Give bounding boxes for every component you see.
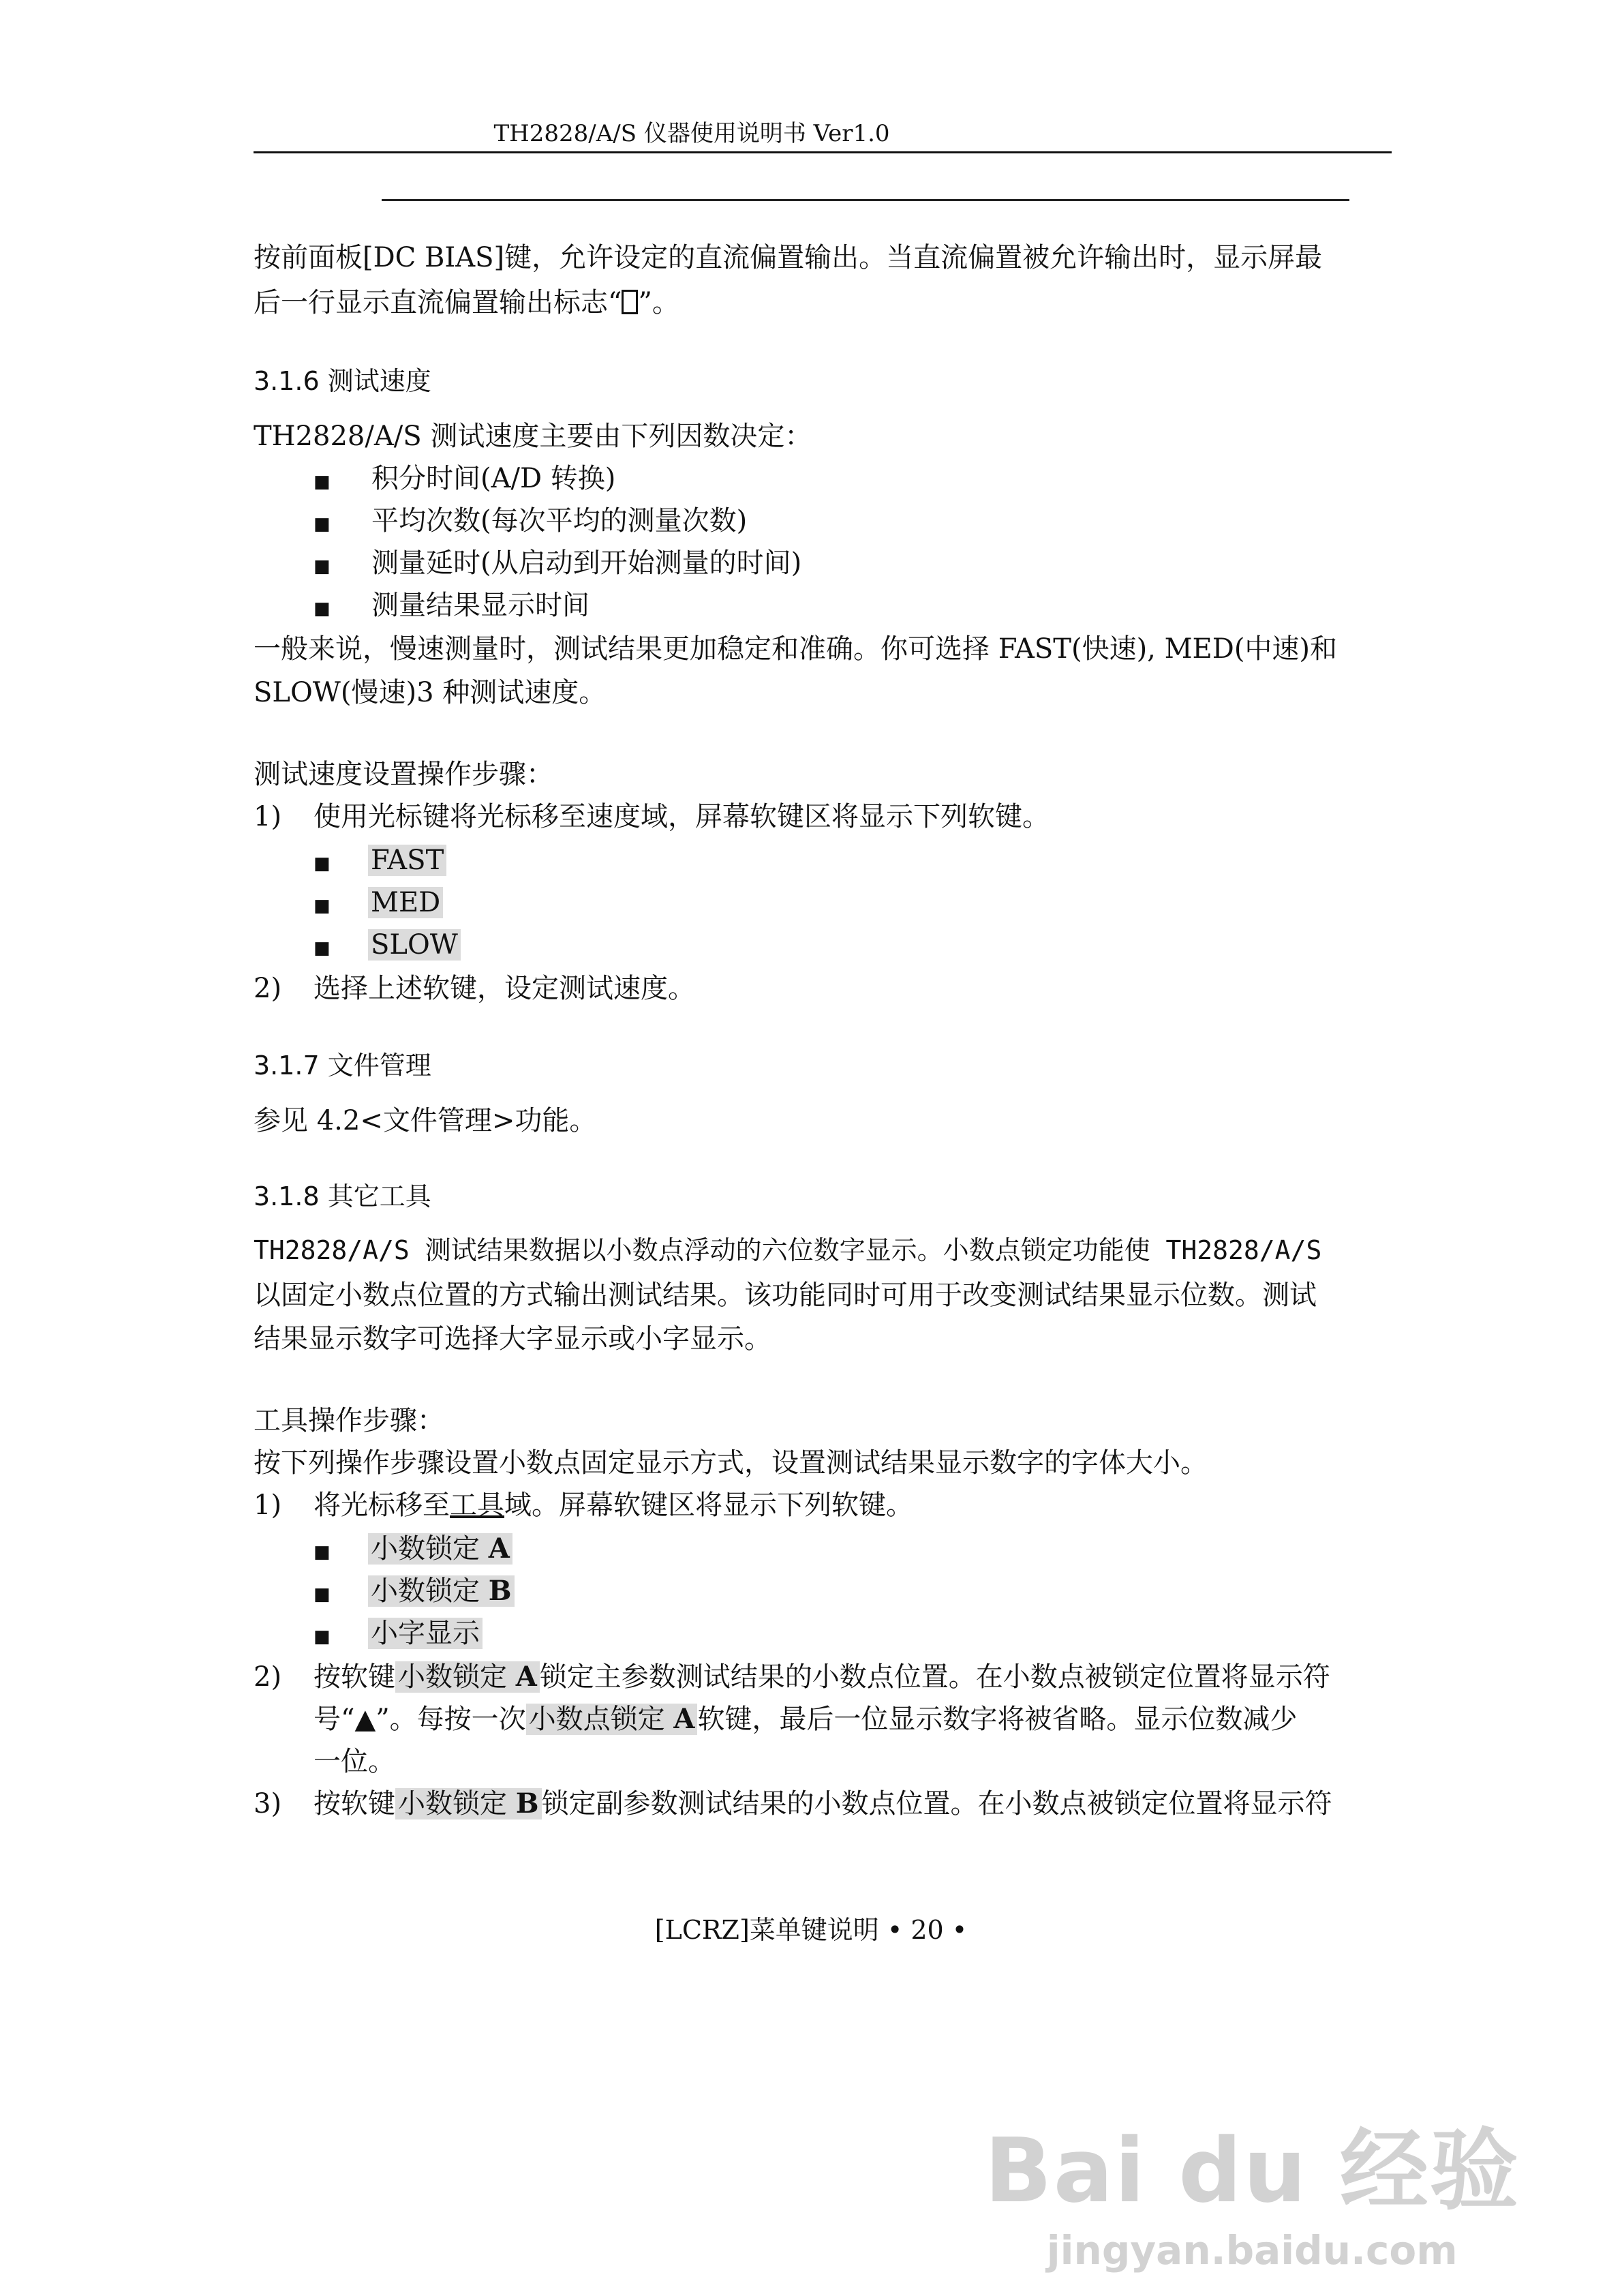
- watermark-url: jingyan.baidu.com: [1046, 2227, 1458, 2274]
- softkey-fast: FAST: [368, 843, 446, 878]
- intro-line-1: 按前面板[DC BIAS]键，允许设定的直流偏置输出。当直流偏置被允许输出时，显示屏最: [254, 242, 1323, 273]
- softkey-slow: SLOW: [368, 927, 461, 963]
- dashed-separator: [382, 199, 1349, 201]
- square-bullet-icon: ■: [313, 938, 331, 958]
- list-item: [313, 885, 331, 920]
- square-bullet-icon: ■: [313, 854, 331, 874]
- s316-step-1: 使用光标键将光标移至速度域，屏幕软键区将显示下列软键。: [313, 801, 1050, 832]
- softkey-decimal-lock-a: 小数锁定 A: [368, 1531, 512, 1567]
- list-item: [313, 503, 331, 539]
- s316-step-2-num: 2): [254, 973, 282, 1004]
- s318-step-3-num: 3): [254, 1788, 282, 1819]
- softkey-decimal-lock-b: 小数锁定 B: [368, 1573, 515, 1609]
- list-item: [313, 1616, 331, 1651]
- square-bullet-icon: ■: [313, 514, 331, 534]
- s318-steps-title: 工具操作步骤：: [254, 1405, 444, 1436]
- s316-step-1-num: 1): [254, 801, 282, 832]
- s318-step-1-num: 1): [254, 1490, 282, 1521]
- tool-field-label: 工具: [450, 1490, 504, 1521]
- page-footer: [LCRZ]菜单键说明 • 20 •: [654, 1915, 968, 1945]
- s318-step-2-line-1: 按软键 小数锁定 A 锁定主参数测试结果的小数点位置。在小数点被锁定位置将显示符: [313, 1661, 1330, 1693]
- section-3-1-6-title: 3.1.6 测试速度: [254, 366, 431, 396]
- square-bullet-icon: ■: [313, 896, 331, 916]
- s317-text: 参见 4.2<文件管理>功能。: [254, 1105, 597, 1136]
- s318-steps-lead: 按下列操作步骤设置小数点固定显示方式，设置测试结果显示数字的字体大小。: [254, 1447, 1208, 1479]
- section-3-1-7-title: 3.1.7 文件管理: [254, 1051, 431, 1081]
- s318-step-3-line-1: 按软键 小数锁定 B 锁定副参数测试结果的小数点位置。在小数点被锁定位置将显示符: [313, 1787, 1332, 1819]
- s318-step-2-line-3: 一位。: [313, 1746, 395, 1777]
- s318-step-1: 将光标移至工具域。屏幕软键区将显示下列软键。: [313, 1490, 913, 1521]
- s316-bullet-2: 平均次数(每次平均的测量次数): [371, 505, 748, 537]
- list-item: [313, 545, 331, 581]
- dc-bias-indicator-icon: [622, 290, 638, 314]
- s316-step-2: 选择上述软键，设定测试速度。: [313, 973, 695, 1004]
- s316-steps-title: 测试速度设置操作步骤：: [254, 759, 553, 790]
- s318-step-2-line-2: 号“▲”。每按一次 小数点锁定 A 软键，最后一位显示数字将被省略。显示位数减少: [313, 1703, 1298, 1735]
- s316-bullet-4: 测量结果显示时间: [371, 590, 590, 621]
- square-bullet-icon: ■: [313, 556, 331, 577]
- softkey-med: MED: [368, 885, 443, 920]
- list-item: [313, 1573, 331, 1609]
- s316-lead: TH2828/A/S 测试速度主要由下列因数决定：: [254, 421, 812, 452]
- s318-step-2-num: 2): [254, 1661, 282, 1693]
- square-bullet-icon: ■: [313, 1627, 331, 1647]
- s316-para-2: SLOW(慢速)3 种测试速度。: [254, 677, 607, 708]
- s316-bullet-1: 积分时间(A/D 转换): [371, 463, 616, 494]
- square-bullet-icon: ■: [313, 599, 331, 619]
- header-rule: [254, 151, 1392, 153]
- intro-line-2: 后一行显示直流偏置输出标志“ ”。: [254, 287, 679, 318]
- s318-para-1: TH2828/A/S 测试结果数据以小数点浮动的六位数字显示。小数点锁定功能使 TH2828/A/S: [254, 1235, 1322, 1265]
- section-3-1-8-title: 3.1.8 其它工具: [254, 1181, 431, 1211]
- list-item: [313, 588, 331, 623]
- s318-para-2: 以固定小数点位置的方式输出测试结果。该功能同时可用于改变测试结果显示位数。测试: [254, 1280, 1317, 1311]
- s316-para-1: 一般来说，慢速测量时，测试结果更加稳定和准确。你可选择 FAST(快速), MED(中速)和: [254, 633, 1338, 665]
- page-header: TH2828/A/S 仪器使用说明书 Ver1.0: [493, 120, 890, 147]
- square-bullet-icon: ■: [313, 472, 331, 492]
- square-bullet-icon: ■: [313, 1542, 331, 1562]
- list-item: [313, 461, 331, 496]
- list-item: [313, 1531, 331, 1567]
- list-item: [313, 927, 331, 963]
- watermark-logo: Bai du 经验: [984, 2119, 1520, 2222]
- square-bullet-icon: ■: [313, 1584, 331, 1605]
- list-item: [313, 843, 331, 878]
- softkey-small-font: 小字显示: [368, 1616, 483, 1651]
- baidu-jingyan-watermark: [985, 2100, 1520, 2274]
- s318-para-3: 结果显示数字可选择大字显示或小字显示。: [254, 1323, 771, 1355]
- s316-bullet-3: 测量延时(从启动到开始测量的时间): [371, 547, 802, 579]
